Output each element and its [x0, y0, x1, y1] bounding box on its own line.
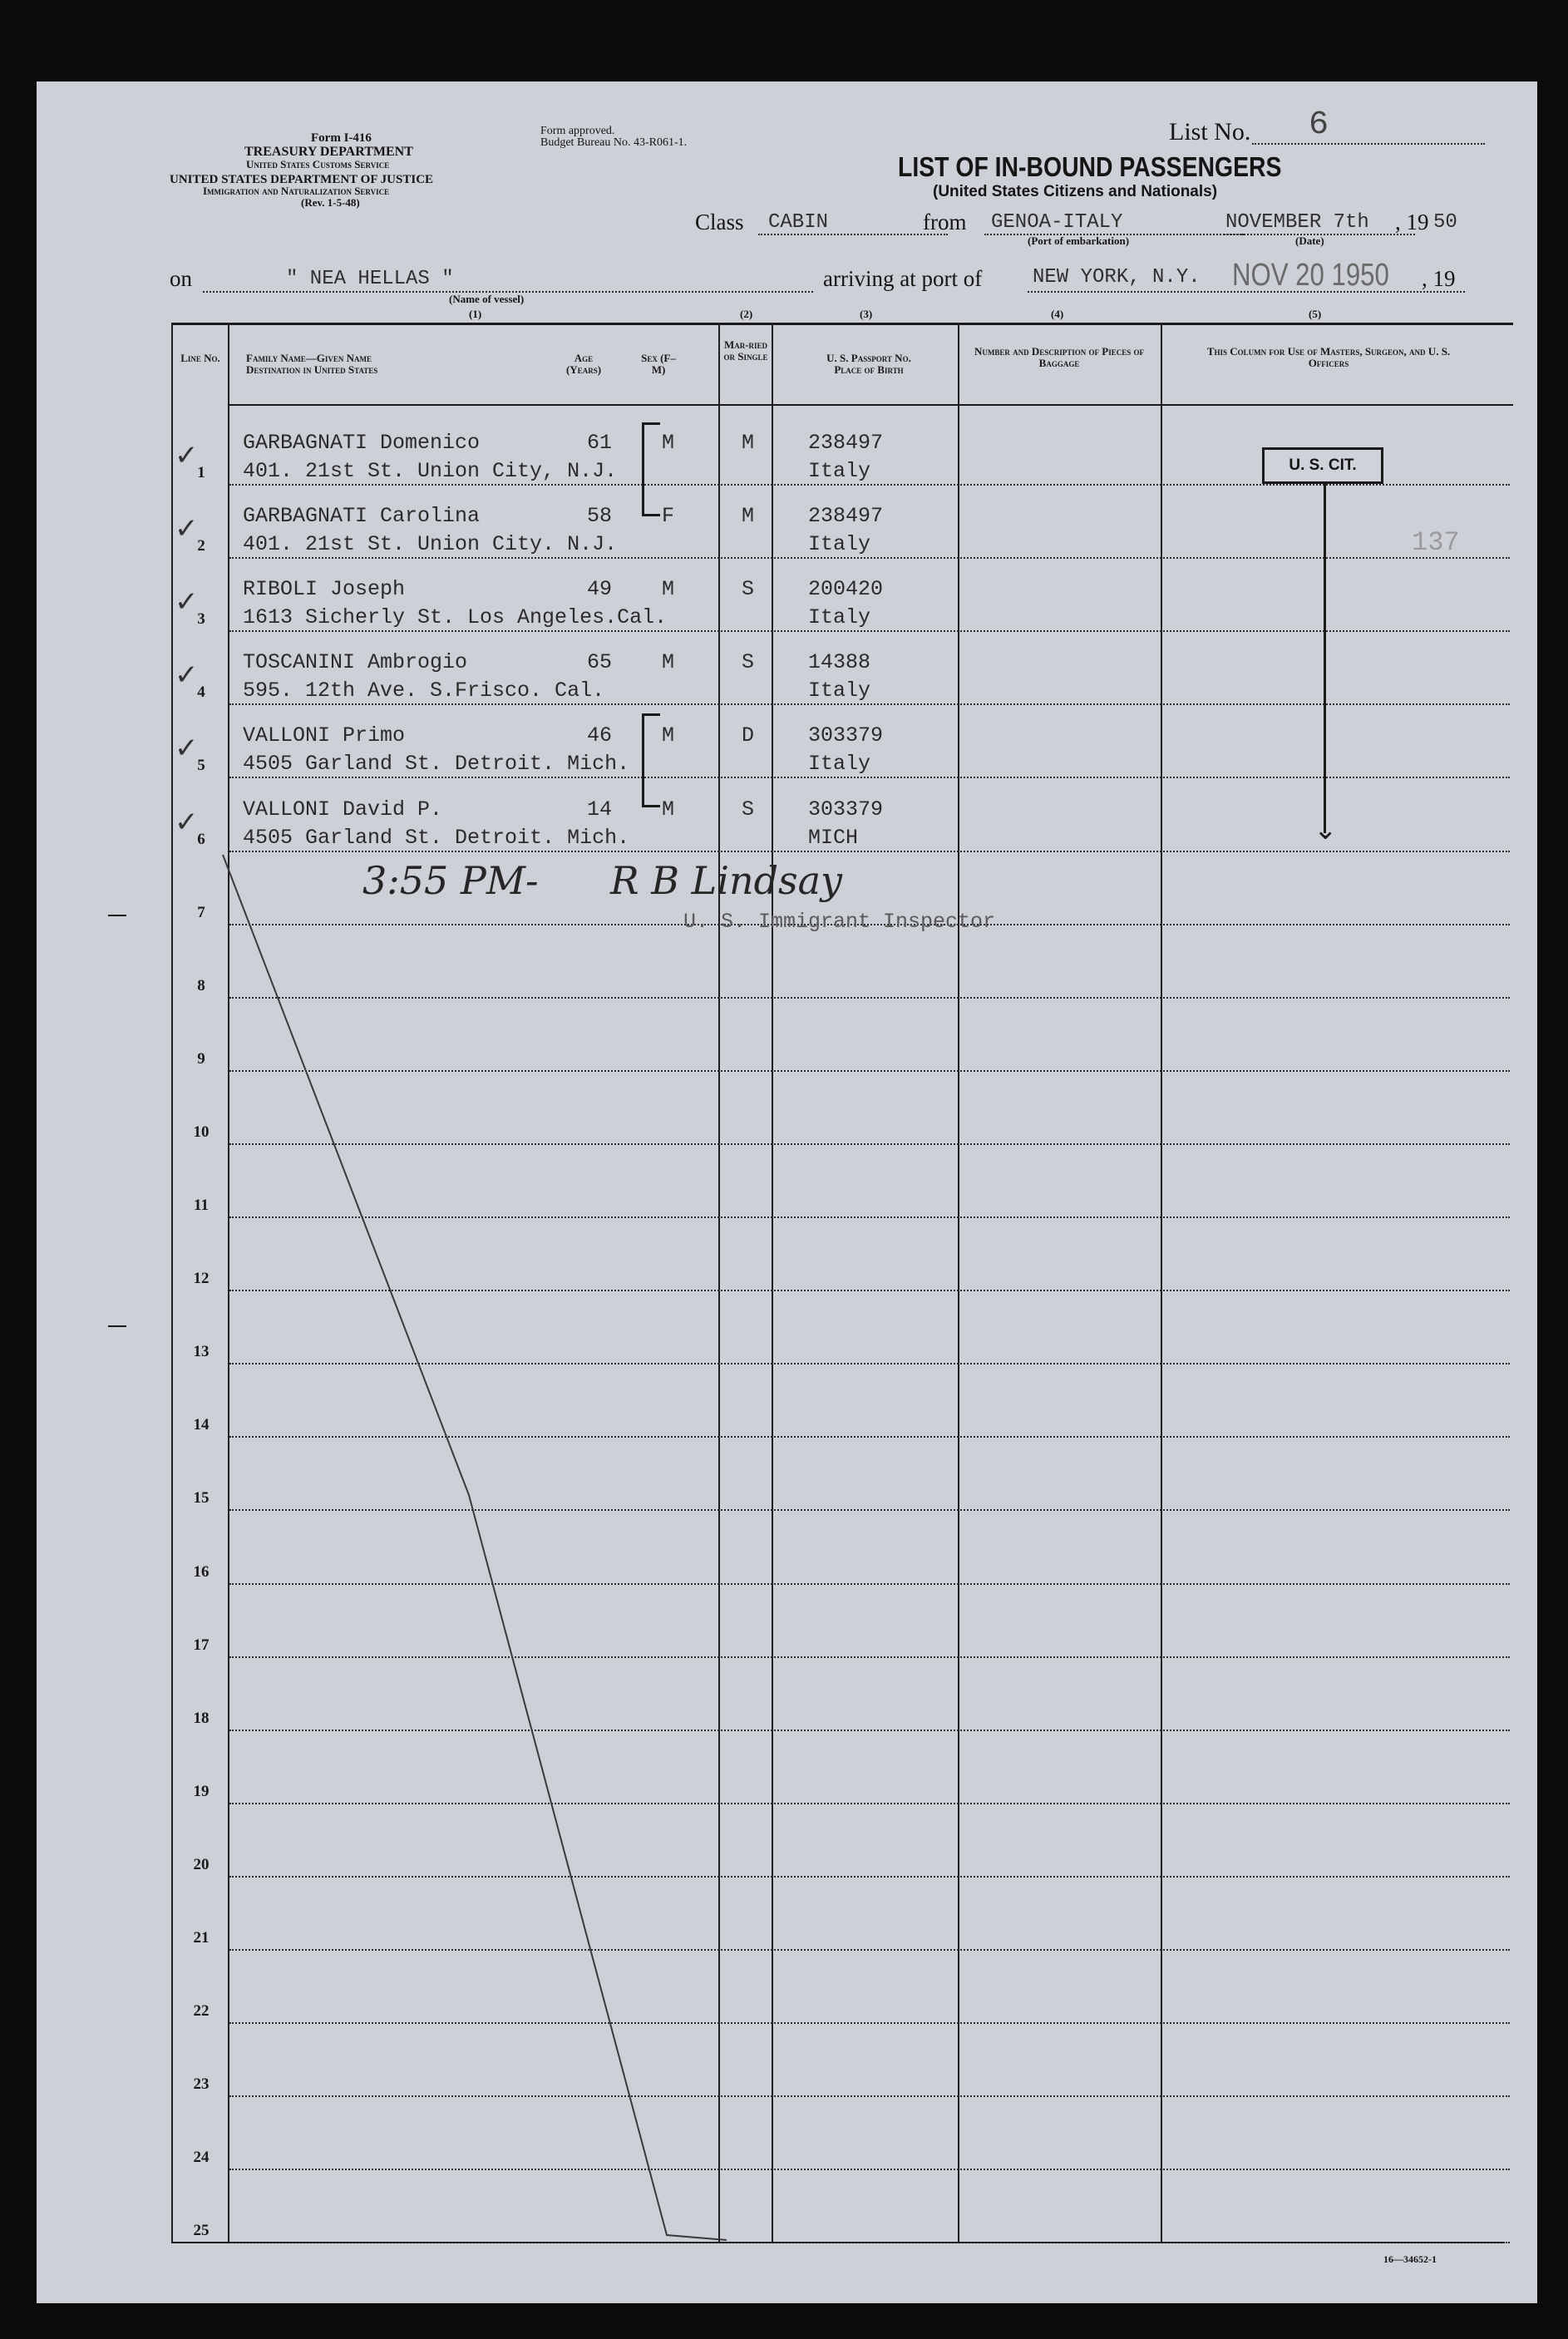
passenger-passport-no: 14388	[808, 650, 871, 675]
passenger-name: VALLONI David P.	[243, 797, 443, 822]
line-number: 8	[197, 976, 205, 994]
col-number-5: (5)	[1309, 308, 1322, 320]
arrival-year-suffix: , 19	[1422, 266, 1456, 291]
line-number: 24	[193, 2149, 210, 2167]
customs-service: United States Customs Service	[246, 158, 390, 170]
arriving-label: arriving at port of	[823, 266, 983, 291]
passenger-birthplace: Italy	[808, 605, 871, 630]
checkmark-icon: ✓	[175, 805, 199, 839]
cross-out-line	[37, 81, 1537, 2303]
line-number: 4	[197, 683, 205, 702]
passenger-passport-no: 238497	[808, 431, 884, 455]
line-number: 23	[193, 2075, 210, 2094]
passenger-age: 14	[587, 797, 613, 822]
col-header-officers: This Column for Use of Masters, Surgeon, and U. S. Officers	[1206, 345, 1451, 369]
line-number: 22	[193, 2002, 210, 2021]
passenger-birthplace: Italy	[808, 679, 871, 703]
from-value: GENOA-ITALY	[991, 211, 1123, 234]
line-number: 18	[193, 1709, 210, 1727]
line-number: 16	[193, 1562, 210, 1581]
passenger-marital-status: D	[742, 723, 755, 748]
passenger-birthplace: Italy	[808, 532, 871, 557]
class-label: Class	[695, 210, 744, 234]
from-label: from	[923, 210, 967, 234]
checkmark-icon: ✓	[175, 659, 199, 693]
passenger-name: GARBAGNATI Carolina	[243, 504, 481, 529]
passenger-age: 65	[587, 650, 613, 675]
col-header-married: Mar-ried or Single	[723, 338, 768, 363]
passenger-sex: M	[662, 431, 675, 455]
form-title: LIST OF IN-BOUND PASSENGERS	[898, 151, 1282, 182]
passenger-birthplace: MICH	[808, 825, 859, 850]
revision-date: (Rev. 1-5-48)	[301, 196, 360, 209]
vessel-caption: (Name of vessel)	[449, 293, 525, 305]
inspector-title: U. S. Immigrant Inspector	[683, 910, 996, 934]
col-header-sex: Sex (F–M)	[641, 352, 676, 376]
line-number: 3	[197, 610, 205, 629]
margin-tick	[108, 915, 126, 916]
line-number: 10	[193, 1123, 210, 1141]
year-prefix: , 19	[1395, 210, 1429, 234]
line-number: 20	[193, 1855, 210, 1873]
line-number: 7	[197, 903, 205, 921]
list-no-value: 6	[1309, 106, 1329, 144]
arrival-time-note: 3:55 PM-	[362, 858, 539, 903]
line-number: 13	[193, 1343, 210, 1361]
passenger-sex: M	[662, 650, 675, 675]
line-number: 2	[197, 537, 205, 555]
passenger-marital-status: M	[742, 504, 755, 529]
on-label: on	[170, 266, 192, 291]
passenger-sex: F	[662, 504, 675, 529]
passenger-passport-no: 200420	[808, 577, 884, 602]
passenger-name: GARBAGNATI Domenico	[243, 431, 481, 455]
date-caption: (Date)	[1295, 234, 1324, 247]
passenger-address: 1613 Sicherly St. Los Angeles.Cal.	[243, 605, 668, 630]
stamp-arrow-head: ⌄	[1314, 814, 1338, 846]
passenger-marital-status: S	[742, 577, 755, 602]
col-number-3: (3)	[860, 308, 873, 320]
department-of-justice: UNITED STATES DEPARTMENT OF JUSTICE	[170, 173, 434, 186]
line-number: 9	[197, 1049, 205, 1068]
vessel-col-number: (1)	[469, 308, 482, 320]
col-header-line-no: Line No.	[180, 352, 220, 364]
col-number-2: (2)	[740, 308, 753, 320]
passenger-address: 4505 Garland St. Detroit. Mich.	[243, 825, 630, 850]
passenger-sex: M	[662, 797, 675, 822]
passenger-birthplace: Italy	[808, 459, 871, 483]
port-caption: (Port of embarkation)	[1028, 234, 1130, 247]
us-citizen-stamp-text: U. S. CIT.	[1289, 456, 1357, 474]
col-header-baggage: Number and Description of Pieces of Baggage	[974, 345, 1144, 369]
margin-tick	[108, 1325, 126, 1327]
passenger-age: 58	[587, 504, 613, 529]
passenger-address: 401. 21st St. Union City, N.J.	[243, 459, 618, 483]
col-header-destination: Destination in United States	[246, 363, 378, 376]
line-number: 17	[193, 1636, 210, 1654]
line-number: 12	[193, 1270, 210, 1288]
passenger-marital-status: S	[742, 650, 755, 675]
passenger-marital-status: M	[742, 431, 755, 455]
passenger-name: TOSCANINI Ambrogio	[243, 650, 468, 675]
col-header-age: Age (Years)	[565, 352, 602, 376]
budget-bureau: Budget Bureau No. 43-R061-1.	[540, 136, 688, 149]
line-number: 5	[197, 757, 205, 775]
arrival-port: NEW YORK, N.Y.	[1033, 266, 1201, 289]
line-number: 25	[193, 2222, 210, 2240]
line-number: 15	[193, 1489, 210, 1508]
passenger-age: 49	[587, 577, 613, 602]
checkmark-icon: ✓	[175, 439, 199, 472]
line-number: 19	[193, 1782, 210, 1800]
form-approved: Form approved.	[540, 125, 615, 137]
passenger-address: 595. 12th Ave. S.Frisco. Cal.	[243, 679, 605, 703]
form-subtitle: (United States Citizens and Nationals)	[933, 183, 1218, 200]
passenger-list-form	[37, 81, 1537, 2303]
date-value: NOVEMBER 7th	[1225, 211, 1369, 234]
checkmark-icon: ✓	[175, 732, 199, 766]
year-value: 50	[1433, 211, 1457, 234]
line-number: 6	[197, 830, 205, 848]
passenger-marital-status: S	[742, 797, 755, 822]
passenger-passport-no: 303379	[808, 797, 884, 822]
line-number: 1	[197, 464, 205, 481]
passenger-name: RIBOLI Joseph	[243, 577, 406, 602]
list-no-label: List No.	[1169, 118, 1251, 146]
checkmark-icon: ✓	[175, 585, 199, 619]
col-header-birthplace: Place of Birth	[834, 363, 904, 376]
line-number: 11	[194, 1197, 209, 1214]
col-header-passport: U. S. Passport No.	[826, 352, 911, 364]
side-number: 137	[1412, 527, 1460, 558]
passenger-age: 61	[587, 431, 613, 455]
passenger-name: VALLONI Primo	[243, 723, 406, 748]
col-header-family-name: Family Name—Given Name	[246, 352, 372, 364]
line-number: 14	[193, 1416, 210, 1434]
passenger-address: 4505 Garland St. Detroit. Mich.	[243, 752, 630, 777]
passenger-passport-no: 303379	[808, 723, 884, 748]
form-number: Form I-416	[311, 131, 372, 145]
inspector-signature: R B Lindsay	[610, 858, 843, 903]
passenger-sex: M	[662, 577, 675, 602]
passenger-address: 401. 21st St. Union City. N.J.	[243, 532, 618, 557]
col-number-4: (4)	[1051, 308, 1064, 320]
passenger-passport-no: 238497	[808, 504, 884, 529]
class-value: CABIN	[768, 211, 829, 234]
treasury-department: TREASURY DEPARTMENT	[244, 145, 413, 159]
line-number: 21	[193, 1929, 210, 1947]
vessel-name: " NEA HELLAS "	[286, 268, 454, 290]
passenger-age: 46	[587, 723, 613, 748]
print-code: 16—34652-1	[1383, 2253, 1437, 2265]
passenger-sex: M	[662, 723, 675, 748]
passenger-birthplace: Italy	[808, 752, 871, 777]
arrival-date-stamp: NOV 20 1950	[1232, 258, 1389, 293]
checkmark-icon: ✓	[175, 512, 199, 546]
ins-service: Immigration and Naturalization Service	[203, 185, 390, 197]
